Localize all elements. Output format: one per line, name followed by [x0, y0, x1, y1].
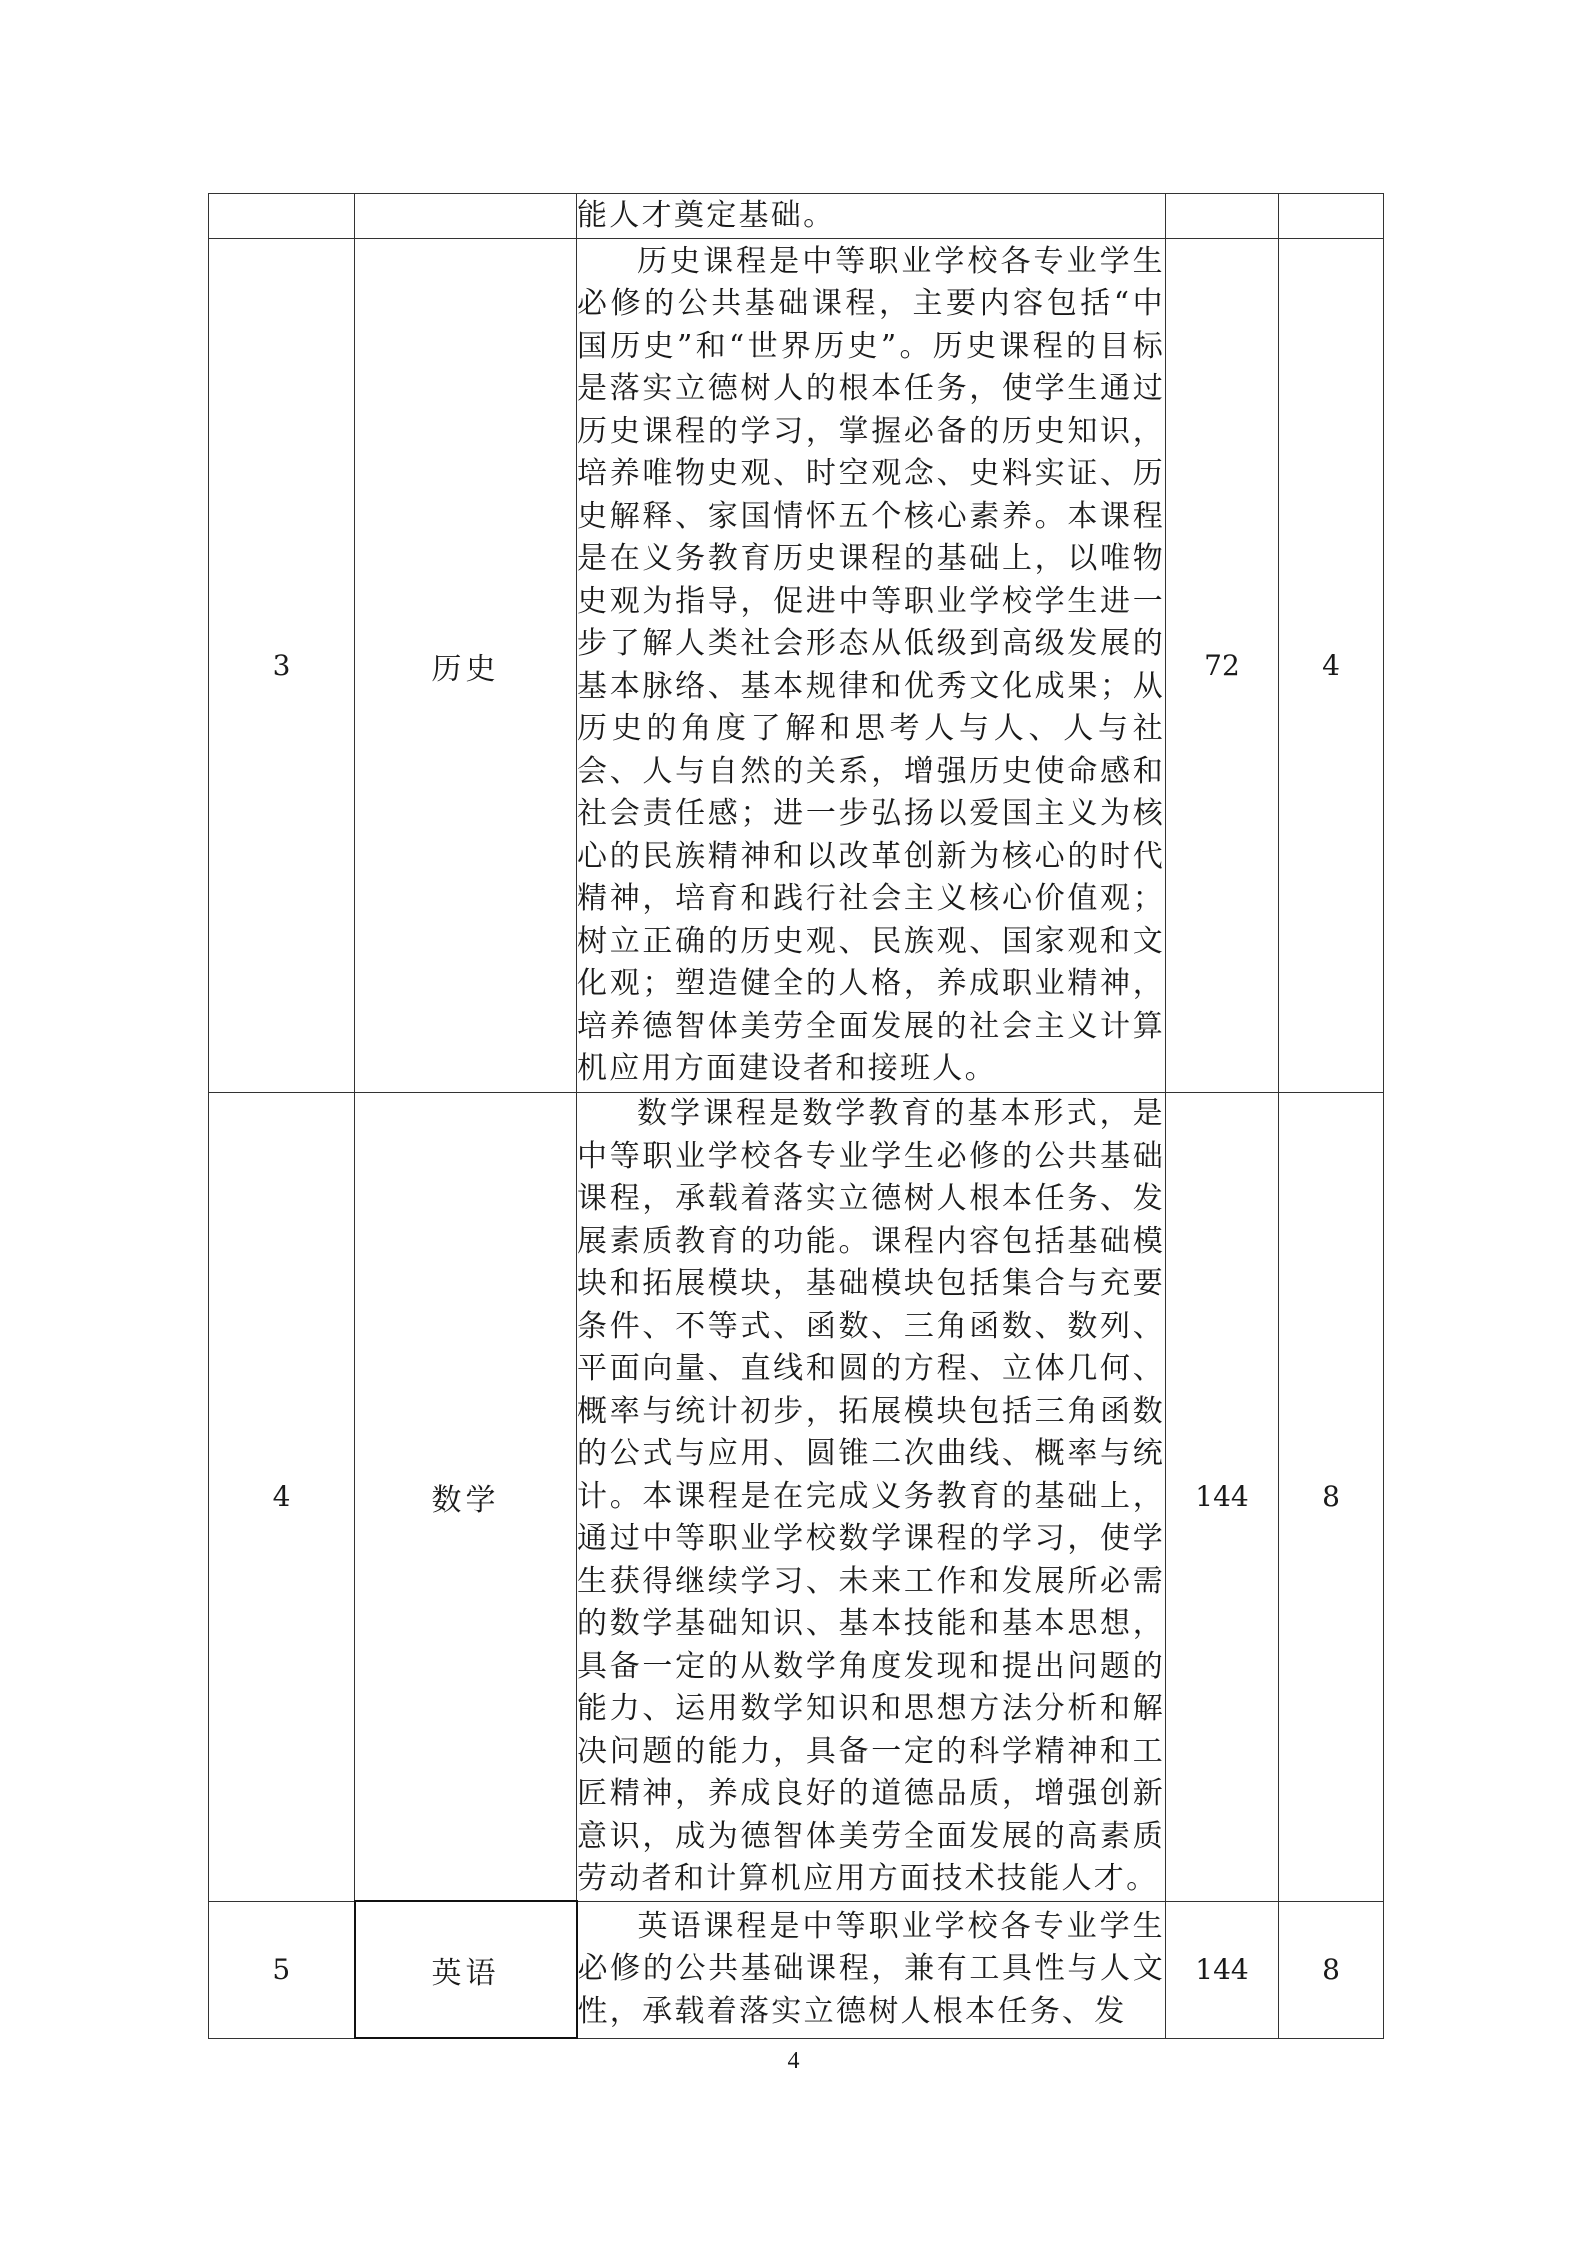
table-row	[209, 194, 1384, 239]
course-description	[577, 1093, 1166, 1902]
course-hours	[1166, 194, 1279, 239]
course-credits: 8	[1279, 1093, 1384, 1902]
course-name: 历史	[355, 239, 577, 1093]
course-index: 4	[209, 1093, 355, 1902]
course-index	[209, 194, 355, 239]
description-text: 能人才奠定基础。	[577, 197, 836, 233]
table-row	[209, 239, 1384, 1093]
course-name	[355, 194, 577, 239]
course-credits: 8	[1279, 1901, 1384, 2038]
course-hours: 144	[1166, 1093, 1279, 1902]
table-row	[209, 1901, 1384, 2038]
course-name: 英语	[355, 1901, 577, 2038]
course-hours: 144	[1166, 1901, 1279, 2038]
course-name: 数学	[355, 1093, 577, 1902]
course-index: 3	[209, 239, 355, 1093]
description-text: 数学课程是数学教育的基本形式，是中等职业学校各专业学生必修的公共基础课程，承载着落实立德树人根本任务、发展素质教育的功能。课程内容包括基础模块和拓展模块，基础模块包括集合与充要条件、不等式、函数、三角函数、数列、平面向量、直线和圆的方程、立体几何、概率与统计初步，拓展模块包括三角函数的公式与应用、圆锥二次曲线、概率与统计。本课程是在完成义务教育的基础上，通过中等职业学校数学课程的学习，使学生获得继续学习、未来工作和发展所必需的数学基础知识、基本技能和基本思想，具备一定的从数学角度发现和提出问题的能力、运用数学知识和思想方法分析和解决问题的能力，具备一定的科学精神和工匠精神，养成良好的道德品质，增强创新意识，成为德智体美劳全面发展的高素质劳动者和计算机应用方面技术技能人才。	[577, 1096, 1165, 1896]
description-text: 英语课程是中等职业学校各专业学生必修的公共基础课程，兼有工具性与人文性，承载着落实立德树人根本任务、发	[577, 1908, 1165, 2029]
course-index: 5	[209, 1901, 355, 2038]
course-credits	[1279, 194, 1384, 239]
course-description	[577, 1901, 1166, 2038]
course-hours: 72	[1166, 239, 1279, 1093]
table-row	[209, 1093, 1384, 1902]
course-description	[577, 239, 1166, 1093]
course-description	[577, 194, 1166, 239]
description-text: 历史课程是中等职业学校各专业学生必修的公共基础课程，主要内容包括“中国历史”和“世界历史”。历史课程的目标是落实立德树人的根本任务，使学生通过历史课程的学习，掌握必备的历史知识，培养唯物史观、时空观念、史料实证、历史解释、家国情怀五个核心素养。本课程是在义务教育历史课程的基础上，以唯物史观为指导，促进中等职业学校学生进一步了解人类社会形态从低级到高级发展的基本脉络、基本规律和优秀文化成果；从历史的角度了解和思考人与人、人与社会、人与自然的关系，增强历史使命感和社会责任感；进一步弘扬以爱国主义为核心的民族精神和以改革创新为核心的时代精神，培育和践行社会主义核心价值观；树立正确的历史观、民族观、国家观和文化观；塑造健全的人格，养成职业精神，培养德智体美劳全面发展的社会主义计算机应用方面建设者和接班人。	[577, 243, 1165, 1086]
page-number: 4	[787, 2048, 800, 2074]
course-table	[208, 193, 1384, 2039]
course-credits: 4	[1279, 239, 1384, 1093]
